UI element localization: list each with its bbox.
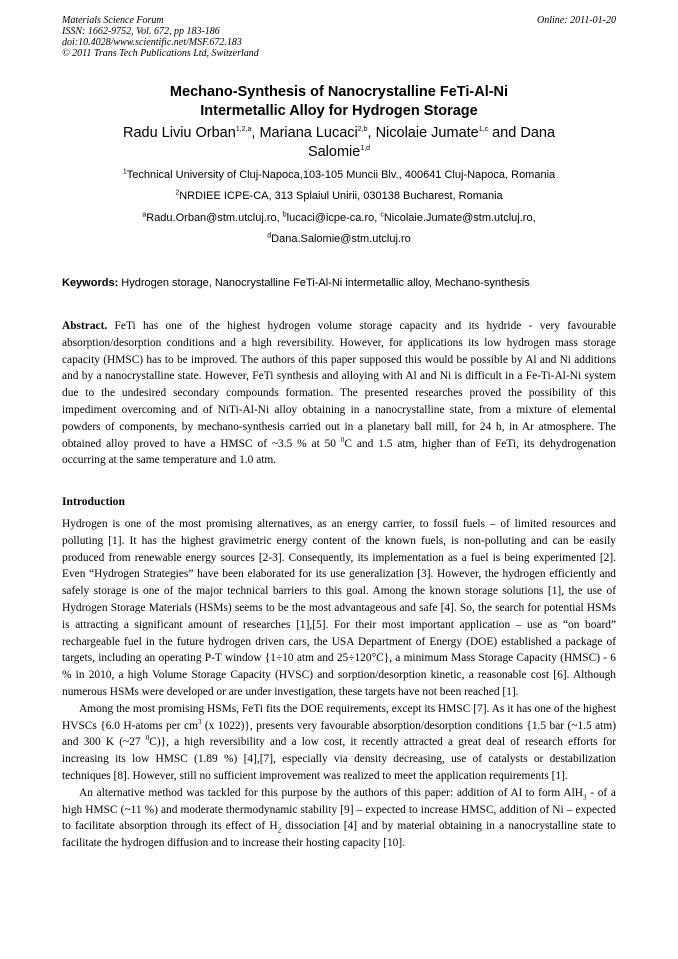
copyright-line: © 2011 Trans Tech Publications Ltd, Switzerland [62, 48, 259, 59]
title-line-2: Intermetallic Alloy for Hydrogen Storage [200, 103, 478, 119]
title-line-1: Mechano-Synthesis of Nanocrystalline FeTi-Al-Ni [169, 84, 509, 100]
author-affiliation-marker: 1,2,a [235, 126, 252, 134]
journal-name: Materials Science Forum [62, 15, 164, 26]
affiliation-marker: 2 [175, 189, 180, 197]
paragraph [62, 785, 616, 852]
abstract-text: FeTi has one of the highest hydrogen volume storage capacity and its hydride - very favourable absorption/desorption conditions and a high reversibility. However, for applications its low hydrogen mass storage capacity (HMSC) has to be improved. The authors of this paper supposed this would be possible by Al and Ni additions and by a nanocrystalline state. However, FeTi synthesis and alloying with Al and Ni is difficult in a Fe-Ti-Al-Ni system due to the undesired secondary compounds formation. The presented researches proved the possibility of this impediment overcoming and of NiTi-Al-Ni alloy obtaining in a nanocrystalline state, from a mixture of elemental powders of components, by mechano-synthesis carried out in a planetary ball mill, for 24 h, in Ar atmosphere. The obtained alloy proved to have a HMSC of ~3.5 % at 50 [62, 320, 616, 450]
keywords-label: Keywords: [62, 277, 119, 289]
abstract [62, 318, 616, 469]
author-name: Nicolaie Jumate [375, 125, 479, 141]
subscript: 2 [277, 826, 282, 835]
author-list [62, 124, 616, 162]
superscript: 3 [197, 717, 202, 726]
author-name: Mariana Lucaci [259, 125, 358, 141]
affiliation-1 [62, 168, 616, 182]
paragraph-text: Among the most promising HSMs, FeTi fits the DOE requirements, except its HMSC [7]. As it has one of the highest HVSCs {6.0 H-atoms per cm [62, 702, 616, 732]
keywords-text: Hydrogen storage, Nanocrystalline FeTi-Al-Ni intermetallic alloy, Mechano-synthesis [118, 277, 530, 289]
affiliation-text: Technical University of Cluj-Napoca,103-105 Muncii Blv., 400641 Cluj-Napoca, Romania [126, 169, 556, 181]
paragraph: Hydrogen is one of the most promising alternatives, as an energy carrier, to fossil fuels – of limited resources and polluting [1]. It has the highest gravimetric energy content of the known fuels, is non-polluting and can be easily produced from renewable energy sources [2-3]. Consequently, its implementation as a fuel is being experimented [2]. Even “Hydrogen Strategies” have been elaborated for its use generalization [3]. However, the hydrogen efficiently and safely storage is one of the major technical barriers to this goal. Among the known storage solutions [1], the use of Hydrogen Storage Materials (HSMs) seems to be the most advantageous and safe [4]. So, the search for potential HSMs is attracting a significant amount of researches [1],[5]. For their most important application – use as “on board” rechargeable fuel in the future hydrogen driven cars, the USA Department of Energy (DOE) established a package of targets, including an operating P-T window {1÷10 atm and 25÷120°C}, a minimum Mass Storage Capacity (HMSC) - 6 % in 2010, a high Volume Storage Capacity (HVSC) and sorption/desorption kinetic, a reasonable cost [6]. Although numerous HSMs were developed or are under investigation, these targets have not been reached [1]. [62, 518, 616, 698]
introduction-heading: Introduction [62, 495, 125, 508]
author-name: Radu Liviu Orban [122, 125, 236, 141]
paragraph [62, 701, 616, 785]
paragraph-text: An alternative method was tackled for this purpose by the authors of this paper: addition of Al to form AlH [79, 786, 583, 799]
author-emails [62, 211, 616, 225]
introduction-body [62, 516, 616, 852]
degree-superscript: 0 [340, 435, 345, 444]
paragraph-text: C)}, a high reversibility and a low cost, it recently attracted a great deal of research efforts for increasing its low HMSC (1.89 %) [4],[7], especially via density decreasing, use of catalysts or destabilization techniques [8]. However, still no sufficient improvement was realized to meet the application requirements [1]. [62, 736, 617, 782]
author-affiliation-marker: 2,b [357, 126, 368, 134]
online-date: Online: 2011-01-20 [537, 15, 616, 26]
email-link[interactable]: Nicolaie.Jumate@stm.utcluj.ro, [383, 212, 536, 224]
email-marker: a [142, 211, 147, 219]
affiliation-text: NRDIEE ICPE-CA, 313 Splaiul Unirii, 030138 Bucharest, Romania [179, 190, 503, 202]
paper-title [62, 83, 616, 121]
email-link[interactable]: Radu.Orban@stm.utcluj.ro, [146, 212, 283, 224]
paragraph-text: (x 1022)}, presents very favourable absorption/desorption conditions {1.5 bar (~1.5 atm) and 300 K (~27 [62, 719, 616, 749]
paragraph-text: dissociation [4] and by material obtaining in a nanocrystalline state to facilitate the hydrogen diffusion and to increase their hosting capacity [10]. [62, 820, 616, 850]
author-name: Dana [520, 125, 556, 141]
email-link[interactable]: Dana.Salomie@stm.utcluj.ro [271, 233, 411, 245]
subscript: 3 [583, 793, 587, 802]
abstract-text-cont: C and 1.5 atm, higher than of FeTi, its dehydrogenation occurring at the same temperature and 1.0 atm. [62, 437, 616, 467]
author-separator: , [251, 125, 260, 141]
author-affiliation-marker: 1,d [360, 145, 371, 153]
email-marker: d [267, 232, 272, 240]
keywords [62, 276, 616, 290]
email-link[interactable]: lucaci@icpe-ca.ro, [286, 212, 381, 224]
author-affiliation-marker: 1,c [478, 126, 489, 134]
issn-line: ISSN: 1662-9752, Vol. 672, pp 183-186 [62, 26, 220, 37]
affiliation-2 [62, 189, 616, 203]
paragraph-text: - of a high HMSC (~11 %) and moderate thermodynamic stability [9] – expected to increase HMSC, addition of Ni – expected to facilitate absorption through its effect of H [62, 786, 616, 833]
author-conjunction: and [488, 125, 521, 141]
abstract-label: Abstract. [62, 320, 108, 332]
author-emails-2 [62, 232, 616, 246]
author-name: Salomie [307, 144, 361, 160]
email-marker: c [380, 211, 384, 219]
superscript: 0 [145, 734, 150, 743]
doi-line: doi:10.4028/www.scientific.net/MSF.672.183 [62, 37, 242, 48]
affiliation-marker: 1 [122, 168, 127, 176]
email-marker: b [282, 211, 287, 219]
author-separator: , [367, 125, 376, 141]
